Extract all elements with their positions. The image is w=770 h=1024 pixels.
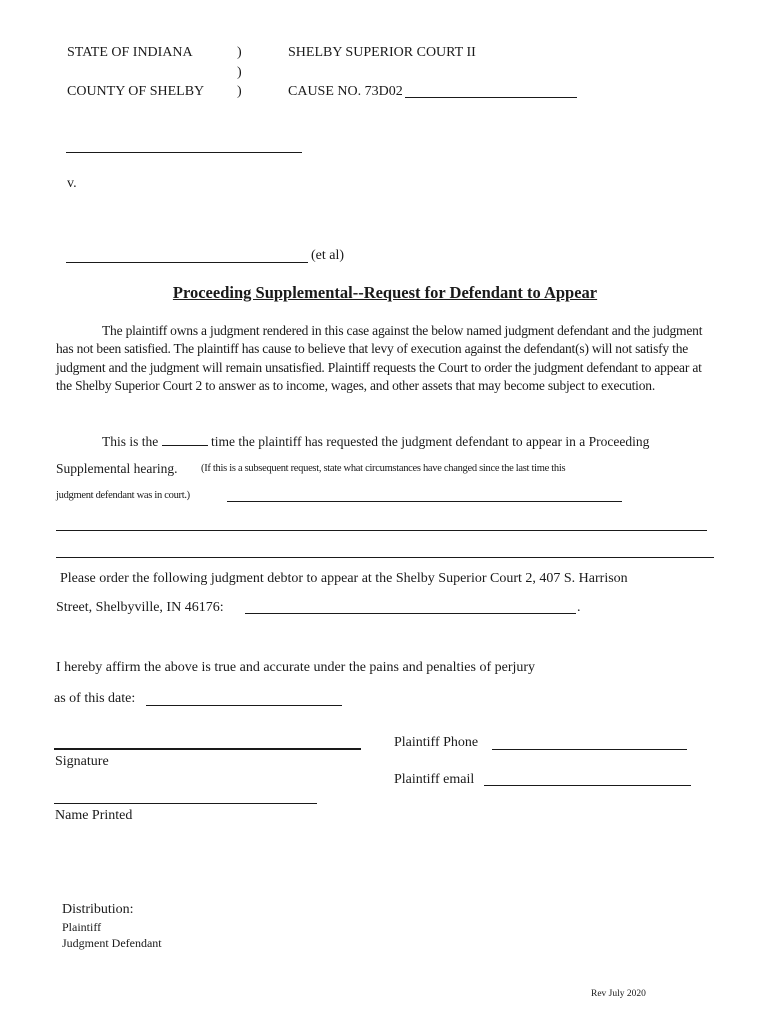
plaintiff-phone-field[interactable] [492,749,687,750]
hearing-text: Supplemental hearing. [56,461,178,476]
plaintiff-email-label: Plaintiff email [394,772,475,787]
caption-paren: ) [237,45,242,60]
affirmation-text: I hereby affirm the above is true and accurate under the pains and penalties of perjury [56,660,536,675]
court-name: SHELBY SUPERIOR COURT II [288,45,476,60]
distribution-item: Judgment Defendant [62,936,162,950]
cause-number-field[interactable] [405,97,577,98]
caption-paren: ) [237,65,242,80]
versus-label: v. [67,176,77,191]
request-count-field[interactable] [162,433,208,446]
et-al-label: (et al) [311,248,345,263]
printed-name-label: Name Printed [55,808,133,823]
document-title: Proceeding Supplemental--Request for Defendant to Appear [172,283,598,302]
subsequent-note-cont: judgment defendant was in court.) [56,490,190,501]
plaintiff-phone-label: Plaintiff Phone [394,735,479,750]
court-address-text: Street, Shelbyville, IN 46176: [56,600,224,615]
request-count-line [102,433,649,450]
county-label: COUNTY OF SHELBY [67,84,205,99]
revision-date: Rev July 2020 [591,989,646,999]
distribution-heading: Distribution: [62,902,134,917]
debtor-field[interactable] [245,613,576,614]
circumstances-field-line2[interactable] [56,530,707,531]
signature-label: Signature [55,754,109,769]
order-request-text: Please order the following judgment debtor to appear at the Shelby Superior Court 2, 407 S. Harrison [60,571,628,586]
defendant-name-field[interactable] [66,262,308,263]
circumstances-field-line3[interactable] [56,557,714,558]
date-label: as of this date: [54,691,136,706]
cause-number-label: CAUSE NO. 73D02 [288,84,403,99]
plaintiff-email-field[interactable] [484,785,691,786]
state-label: STATE OF INDIANA [67,45,193,60]
request-count-suffix: time the plaintiff has requested the judgment defendant to appear in a Proceeding [211,434,650,449]
subsequent-note: (If this is a subsequent request, state what circumstances have changed since the last time this [201,463,566,474]
plaintiff-name-field[interactable] [66,152,302,153]
period: . [577,600,581,615]
date-field[interactable] [146,705,342,706]
printed-name-field[interactable] [54,803,317,804]
request-count-prefix: This is the [102,434,159,449]
signature-field[interactable] [54,748,361,750]
caption-paren: ) [237,84,242,99]
circumstances-field[interactable] [227,501,622,502]
request-paragraph: The plaintiff owns a judgment rendered in this case against the below named judgment defendant and the judgment has not been satisfied. The plaintiff has cause to believe that levy of execution against the defendant(s) will not satisfy the judgment and the judgment will remain unsatisfied. Plaintiff requests the Court to order the judgment defendant to appear at the Shelby Superior Court 2 to answer as to income, wages, and other assets that may become subject to execution. [56,323,703,393]
distribution-item: Plaintiff [62,920,102,934]
